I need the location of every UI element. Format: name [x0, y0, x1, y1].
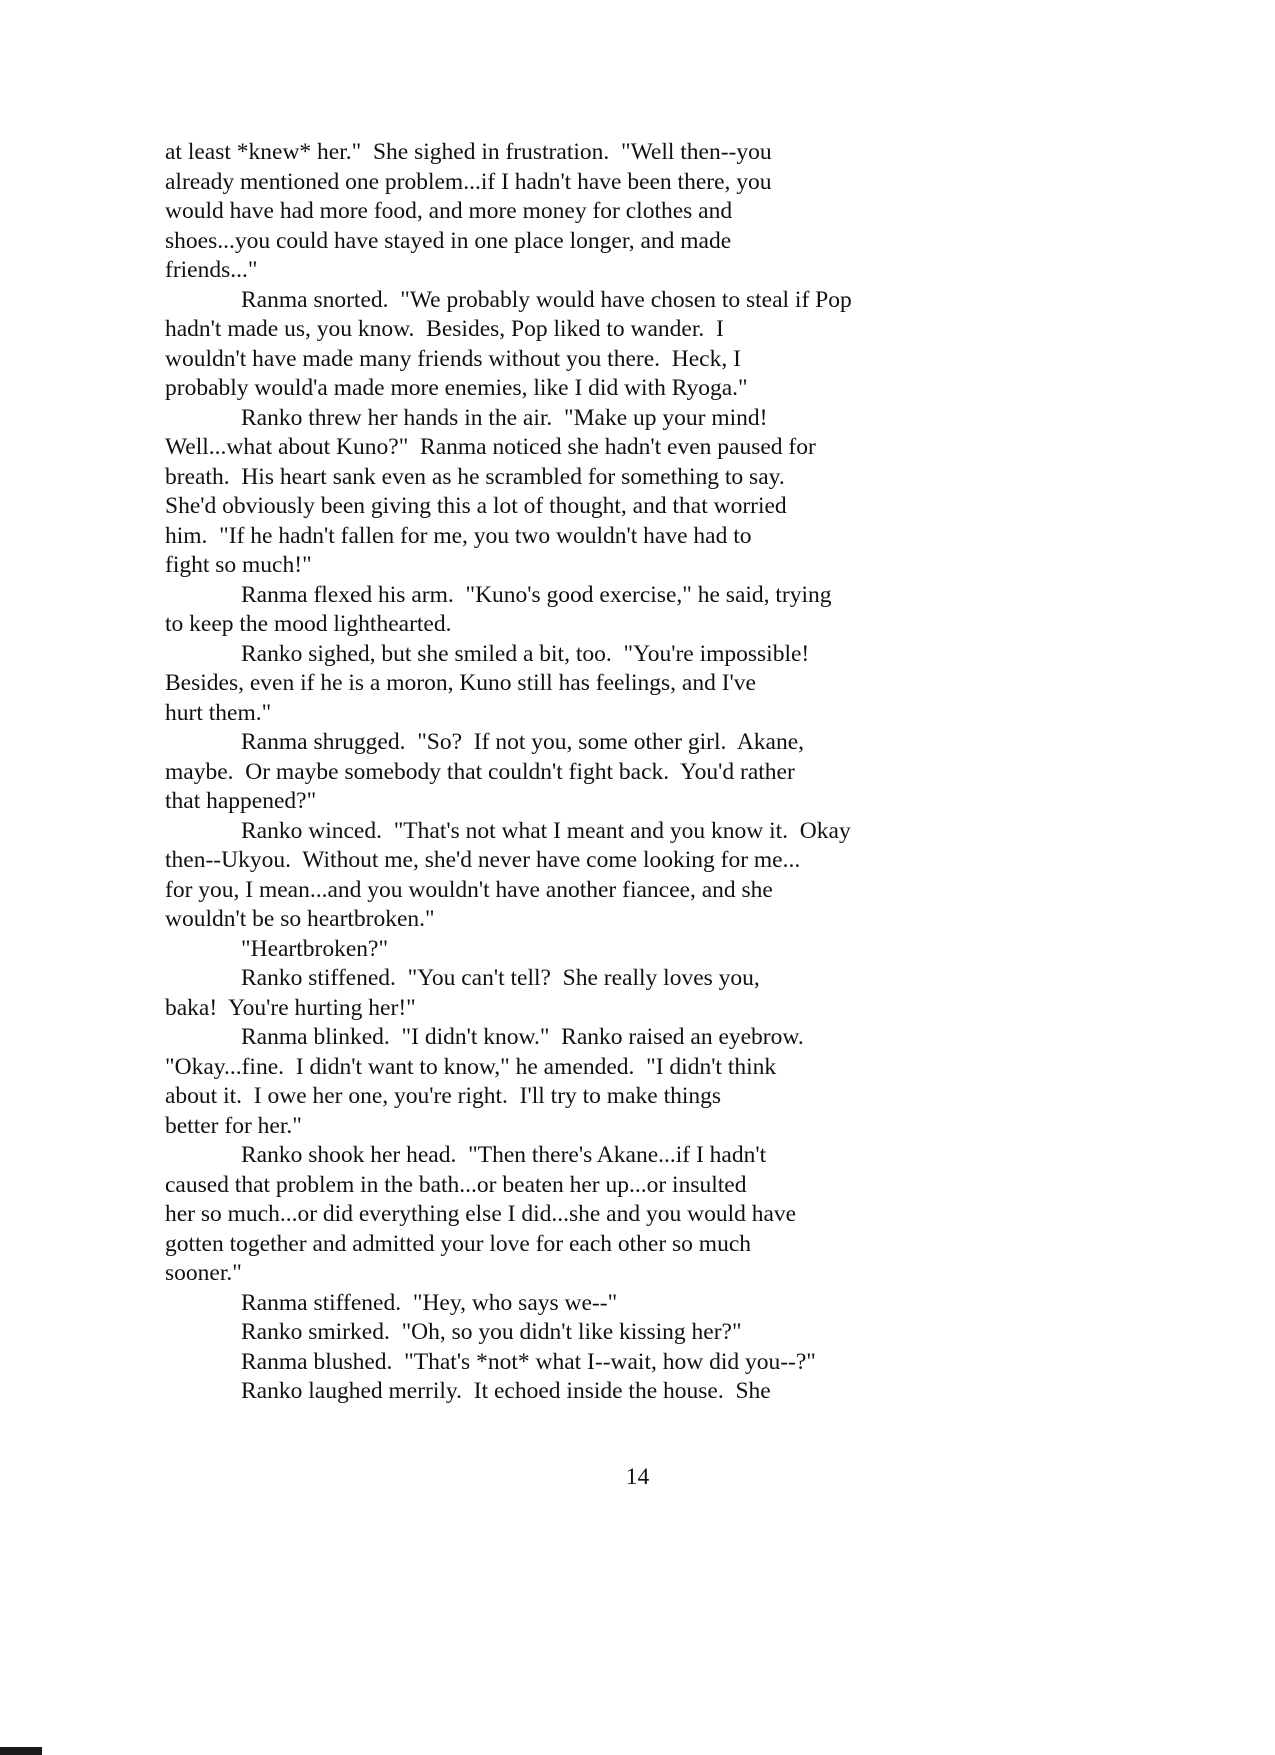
text-line: better for her." [165, 1112, 302, 1139]
text-line: friends..." [165, 257, 258, 283]
text-line: maybe. Or maybe somebody that couldn't fight back. You'd rather [165, 758, 795, 785]
text-line: him. "If he hadn't fallen for me, you two wouldn't have had to [165, 522, 752, 549]
text-line: then--Ukyou. Without me, she'd never have come looking for me... [165, 847, 801, 873]
text-line: her so much...or did everything else I did...she and you would have [165, 1201, 797, 1227]
body-text [165, 138, 905, 1407]
text-line: shoes...you could have stayed in one place longer, and made [165, 227, 732, 254]
text-line: breath. His heart sank even as he scrambled for something to say. [165, 463, 785, 490]
text-line: Besides, even if he is a moron, Kuno still has feelings, and I've [165, 670, 756, 696]
text-line: Ranma snorted. "We probably would have chosen to steal if Pop [241, 286, 852, 313]
text-line: hurt them." [165, 699, 272, 726]
text-line: that happened?" [165, 788, 317, 814]
text-line: Well...what about Kuno?" Ranma noticed she hadn't even paused for [165, 434, 816, 460]
text-line: already mentioned one problem...if I hadn't have been there, you [165, 168, 772, 195]
text-line: Ranko stiffened. "You can't tell? She really loves you, [241, 965, 760, 991]
text-line: She'd obviously been giving this a lot of thought, and that worried [165, 493, 787, 519]
text-line: Ranma flexed his arm. "Kuno's good exercise," he said, trying [241, 581, 832, 608]
text-line: Ranko laughed merrily. It echoed inside the house. She [241, 1378, 771, 1404]
text-line: Ranko shook her head. "Then there's Akane...if I hadn't [241, 1142, 767, 1168]
text-line: to keep the mood lighthearted. [165, 611, 452, 637]
text-line: "Heartbroken?" [241, 935, 389, 962]
text-line: wouldn't have made many friends without you there. Heck, I [165, 345, 741, 372]
text-line: Ranko smirked. "Oh, so you didn't like kissing her?" [241, 1319, 742, 1345]
text-line: Ranma blinked. "I didn't know." Ranko raised an eyebrow. [241, 1024, 804, 1050]
text-line: Ranko sighed, but she smiled a bit, too. "You're impossible! [241, 640, 810, 667]
text-line: would have had more food, and more money for clothes and [165, 198, 733, 224]
text-line: probably would'a made more enemies, like I did with Ryoga." [165, 375, 748, 401]
text-line: Ranma stiffened. "Hey, who says we--" [241, 1289, 618, 1316]
text-line: sooner." [165, 1260, 242, 1286]
text-line: Ranma shrugged. "So? If not you, some other girl. Akane, [241, 729, 805, 755]
text-line: caused that problem in the bath...or beaten her up...or insulted [165, 1171, 747, 1198]
text-line: Ranko winced. "That's not what I meant and you know it. Okay [241, 817, 851, 844]
text-line: Ranko threw her hands in the air. "Make up your mind! [241, 404, 768, 431]
text-line: Ranma blushed. "That's *not* what I--wait, how did you--?" [241, 1348, 816, 1375]
text-line: about it. I owe her one, you're right. I'll try to make things [165, 1083, 722, 1109]
text-line: baka! You're hurting her!" [165, 994, 416, 1021]
text-line: gotten together and admitted your love for each other so much [165, 1230, 752, 1257]
text-line: fight so much!" [165, 552, 312, 578]
text-line: for you, I mean...and you wouldn't have another fiancee, and she [165, 876, 773, 903]
scan-edge-mark [0, 1747, 42, 1755]
text-line: "Okay...fine. I didn't want to know," he amended. "I didn't think [165, 1053, 777, 1080]
text-line: hadn't made us, you know. Besides, Pop liked to wander. I [165, 316, 724, 342]
text-line: wouldn't be so heartbroken." [165, 906, 435, 932]
text-line: at least *knew* her." She sighed in frustration. "Well then--you [165, 139, 772, 165]
page-number: 14 [625, 1464, 650, 1490]
